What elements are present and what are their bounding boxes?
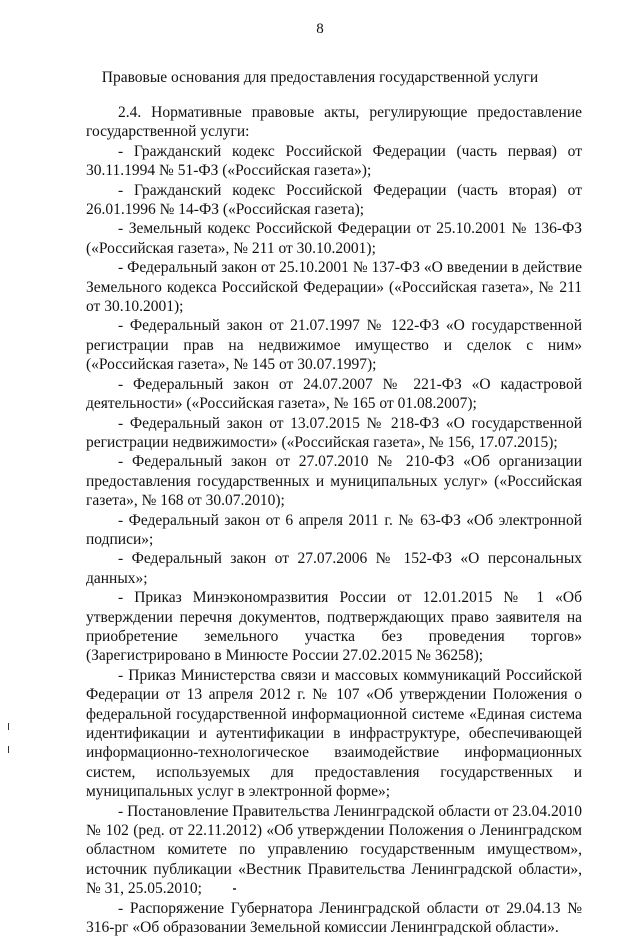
paragraph-order-mineconomy: - Приказ Минэкономразвития России от 12.01.2015 № 1 «Об утверждении перечня документов, подтверждающих право заявителя на приобретение земельного участка без проведения торгов» (Зарегистрировано в Минюсте России 27.02.2015 № 36258); — [86, 589, 582, 665]
paragraph-law-221: - Федеральный закон от 24.07.2007 № 221-ФЗ «О кадастровой деятельности» («Российская газета», № 165 от 01.08.2007); — [86, 375, 582, 413]
scan-edge-mark — [8, 746, 9, 753]
paragraph-law-63: - Федеральный закон от 6 апреля 2011 г. № 63-ФЗ «Об электронной подписи»; — [86, 511, 582, 548]
paragraph-law-152: - Федеральный закон от 27.07.2006 № 152-ФЗ «О персональных данных»; — [86, 550, 582, 587]
paragraph-law-210: - Федеральный закон от 27.07.2010 № 210-ФЗ «Об организации предоставления государственных и муниципальных услуг» («Российская газета», № 168 от 30.07.2010); — [86, 453, 582, 510]
paragraph-intro: 2.4. Нормативные правовые акты, регулирующие предоставление государственной услуги: — [86, 104, 582, 141]
scan-speck — [233, 888, 236, 890]
paragraph-law-218: - Федеральный закон от 13.07.2015 № 218-ФЗ «О государственной регистрации недвижимости» («Российская газета», № 156, 17.07.2015); — [86, 414, 582, 451]
paragraph-law-137: - Федеральный закон от 25.10.2001 № 137-ФЗ «О введении в действие Земельного кодекса Российской Федерации» («Российская газета», № 211 от 30.10.2001); — [86, 259, 582, 316]
paragraph-governor-order: - Распоряжение Губернатора Ленинградской области от 29.04.13 № 316-рг «Об образовании Земельной комиссии Ленинградской области». — [86, 899, 582, 937]
paragraph-civil-code-part-one: - Гражданский кодекс Российской Федерации (часть первая) от 30.11.1994 № 51-ФЗ («Российская газета»); — [86, 142, 582, 180]
document-body — [86, 103, 582, 937]
paragraph-civil-code-part-two: - Гражданский кодекс Российской Федерации (часть вторая) от 26.01.1996 № 14-ФЗ («Российская газета); — [86, 181, 582, 219]
page-number: 8 — [316, 21, 324, 37]
paragraph-government-resolution: - Постановление Правительства Ленинградской области от 23.04.2010 № 102 (ред. от 22.11.2012) «Об утверждении Положения о Ленинградском областном комитете по управлению государственным имуществом», источник публикации «Вестник Правительства Ленинградской области», № 31, 25.05.2010; — [86, 802, 582, 898]
scan-edge-mark — [8, 723, 9, 730]
paragraph-order-mincomm: - Приказ Министерства связи и массовых коммуникаций Российской Федерации от 13 апреля 2012 г. № 107 «Об утверждении Положения о федеральной государственной информационной системе «Единая система идентификации и аутентификации в инфраструктуре, обеспечивающей информационно-технологическое взаимодействие информационных систем, используемых для предоставления государственных и муниципальных услуг в электронной форме»; — [86, 666, 582, 801]
paragraph-law-122: - Федеральный закон от 21.07.1997 № 122-ФЗ «О государственной регистрации прав на недвижимое имущество и сделок с ним» («Российская газета», № 145 от 30.07.1997); — [86, 317, 582, 374]
section-title: Правовые основания для предоставления государственной услуги — [101, 69, 539, 86]
paragraph-land-code: - Земельный кодекс Российской Федерации от 25.10.2001 № 136-ФЗ («Российская газета», № 211 от 30.10.2001); — [86, 220, 582, 257]
